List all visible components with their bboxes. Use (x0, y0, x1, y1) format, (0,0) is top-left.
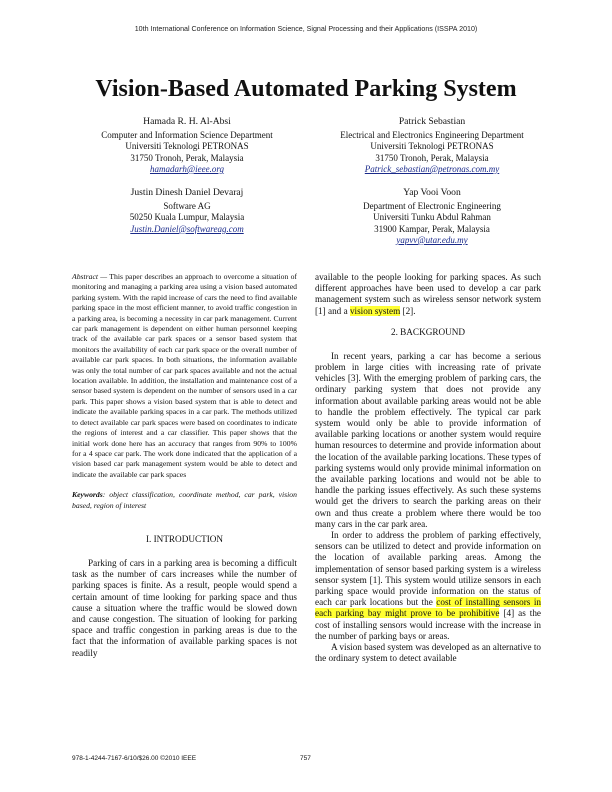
intro-paragraph: Parking of cars in a parking area is becoming a difficult task as the number of cars increases while the number of parking spaces is finite. As a result, people would spend a certain amount of time looking for parking space and thus cause a situation where the traffic would be slowed down and cause congestion. The situation of looking for parking space and traffic congestion in parking areas is due to the fact that the information of available parking spaces is not readily (72, 557, 297, 658)
continued-text-before: available to the people looking for parking spaces. As such different approaches have been used to develop a car park management system such as wireless sensor network system [1] and a (315, 272, 541, 316)
abstract-text: This paper describes an approach to overcome a situation of monitoring and managing a parking area using a vision based automated parking system. With the rapid increase of cars the need to find available parking space in the most efficient manner, to avoid traffic congestion in a parking area, is becoming a necessity in car park management. Current car park management is dependent on either human personnel keeping track of the available car park spaces or a sensor based system that monitors the availability of each car park space or the overall number of available car park spaces. In both situations, the information available was only the total number of car park spaces available and not the actual location available. In addition, the installation and maintenance cost of a sensor based system is dependent on the number of sensors used in a car park. This paper shows a vision based system that is able to detect and indicate the available parking spaces in a car park. The methods utilized to detect available car park spaces were based on coordinates to indicate the regions of interest and a car classifier. This paper shows that the initial work done here has an accuracy that ranges from 90% to 100% for a 4 space car park. The work done indicated that the application of a vision based car park management system would be able to detect and indicate the available car park spaces (72, 272, 297, 479)
author-email[interactable]: Patrick_sebastian@petronas.com.my (364, 163, 500, 174)
left-column (72, 272, 297, 659)
author-email[interactable]: yapvv@utar.edu.my (396, 234, 468, 245)
author-dept: Department of Electronic Engineering (363, 201, 501, 212)
author-block-3 (67, 187, 307, 235)
abstract-label: Abstract — (72, 272, 108, 281)
author-dept: Electrical and Electronics Engineering Department (340, 130, 524, 141)
author-name: Yap Vooi Voon (403, 187, 461, 198)
highlight-sensor-cost: cost of installing sensors in each parking bay might prove to be prohibitive (315, 597, 541, 619)
footer-isbn: 978-1-4244-7167-6/10/$26.00 ©2010 IEEE (72, 755, 197, 762)
author-name: Hamada R. H. Al-Absi (143, 116, 231, 127)
author-email[interactable]: hamadarh@ieee.org (149, 163, 225, 174)
conference-header: 10th International Conference on Information Science, Signal Processing and their Applications (ISSPA 2010) (134, 25, 478, 33)
paper-title: Vision-Based Automated Parking System (95, 76, 517, 102)
background-paragraph-1: In recent years, parking a car has become a serious problem in large cities with increasing rate of private vehicles [3]. With the emerging problem of parking cars, the ordinary parking system that does not provide any information about available parking areas would not be able to handle the problem effectively. The typical car park system would only be able to provide information of available parking locations or another system would require human resources to determine and provide information about the location of the available parking locations. These types of parking systems would only provide minimal information on the available parking locations and would not be able to handle the parking issues effectively. As such these systems would get the drivers to search the parking areas on their own and thus create a problem where there would be too many cars in the car park area. (315, 350, 541, 529)
author-org: Universiti Teknologi PETRONAS (125, 141, 249, 152)
page-number: 757 (300, 755, 311, 762)
background-paragraph-2 (315, 530, 541, 642)
section-heading-introduction: I. INTRODUCTION (145, 533, 224, 544)
author-address: 50250 Kuala Lumpur, Malaysia (129, 212, 245, 223)
author-dept: Computer and Information Science Department (101, 130, 273, 141)
author-block-2 (312, 116, 552, 175)
author-block-4 (312, 187, 552, 246)
author-name: Justin Dinesh Daniel Devaraj (130, 187, 244, 198)
author-org: Universiti Teknologi PETRONAS (370, 141, 494, 152)
keywords-text: : object classification, coordinate method, car park, vision based, region of interest (72, 490, 297, 510)
abstract (72, 272, 297, 480)
background-paragraph-3: A vision based system was developed as an alternative to the ordinary system to detect available (315, 642, 541, 664)
author-address: 31750 Tronoh, Perak, Malaysia (375, 152, 489, 163)
background-p2-before: In order to address the problem of parking effectively, sensors can be utilized to detect and provide information on the location of available parking areas. Among the implementation of sensor based parking system is a wireless sensor system [1]. This system would utilize sensors in each parking space would provide information on the status of each car park locations but the (315, 530, 541, 608)
background-p2-after: [4] as the cost of installing sensors would increase with the increase in the number of parking bays or areas. (315, 608, 541, 641)
right-column (315, 272, 541, 665)
section-heading-background: 2. BACKGROUND (390, 326, 466, 337)
highlight-vision-system: vision system (349, 305, 401, 316)
author-dept: Software AG (163, 201, 211, 212)
author-address: 31750 Tronoh, Perak, Malaysia (130, 152, 244, 163)
keywords-label: Keywords (72, 490, 103, 500)
author-block-1 (67, 116, 307, 175)
author-address: 31900 Kampar, Perak, Malaysia (374, 223, 490, 234)
author-name: Patrick Sebastian (398, 116, 466, 127)
author-org: Universiti Tunku Abdul Rahman (373, 212, 491, 223)
continued-text-after: [2]. (400, 305, 416, 316)
keywords (72, 490, 297, 511)
continued-paragraph (315, 272, 541, 317)
author-email[interactable]: Justin.Daniel@softwareag.com (130, 223, 244, 234)
